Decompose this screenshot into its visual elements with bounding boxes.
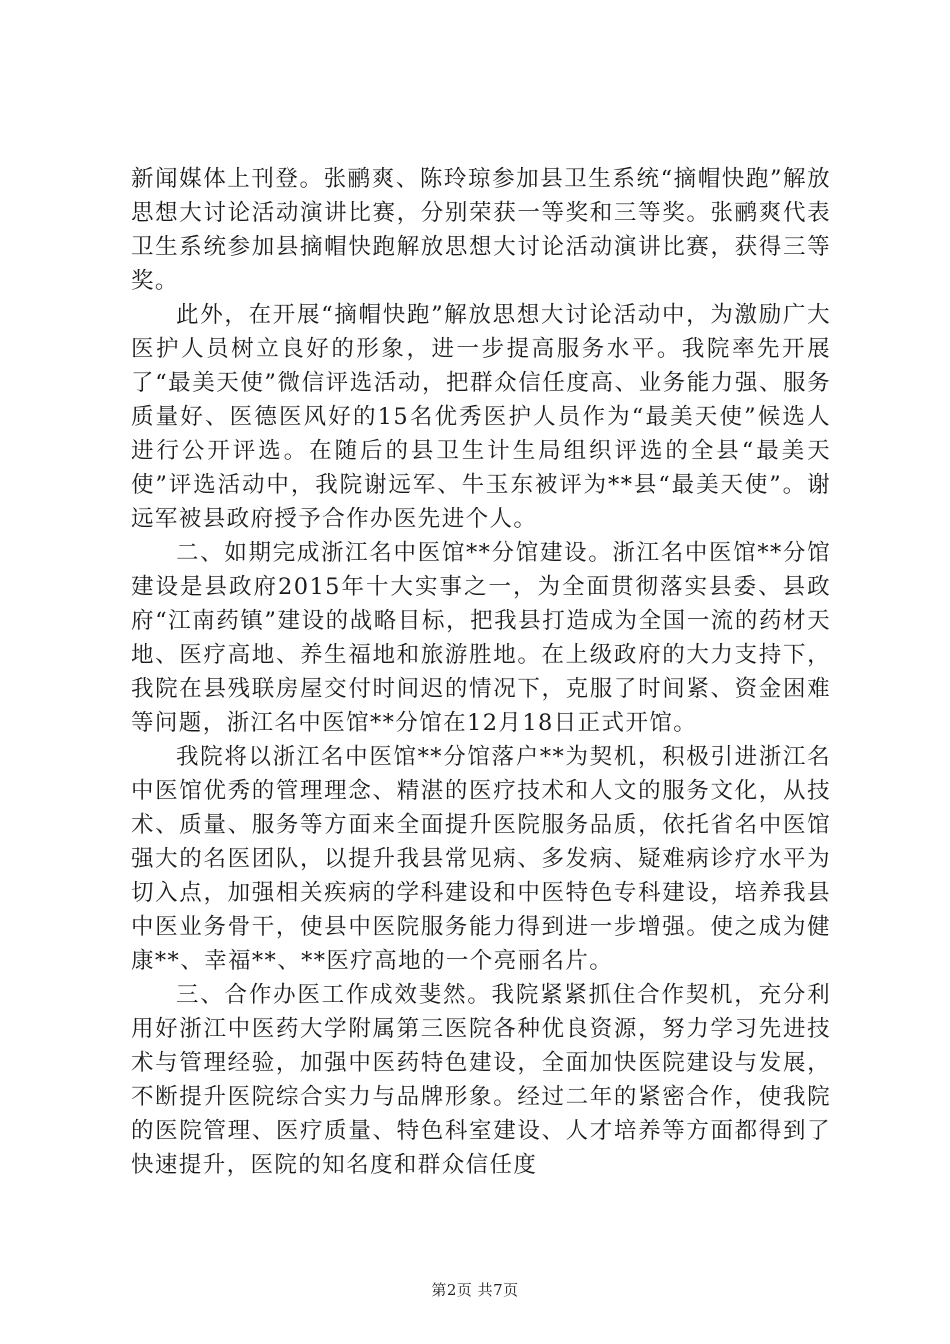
paragraph-best-angel: 此外，在开展“摘帽快跑”解放思想大讨论活动中，为激励广大医护人员树立良好的形象，进一步提高服务水平。我院率先开展了“最美天使”微信评选活动，把群众信任度高、业务能力强、服务质量好、医德医风好的15名优秀医护人员作为“最美天使”候选人进行公开评选。在随后的县卫生计生局组织评选的全县“最美天使”评选活动中，我院谢远军、牛玉东被评为**县“最美天使”。谢远军被县政府授予合作办医先进个人。 [131, 302, 831, 532]
page-number-footer: 第2页 共7页 [431, 1281, 519, 1299]
paragraph-branch-plan: 我院将以浙江名中医馆**分馆落户**为契机，积极引进浙江名中医馆优秀的管理理念、精湛的医疗技术和人文的服务文化，从技术、质量、服务等方面来全面提升医院服务品质，依托省名中医馆强大的名医团队，以提升我县常见病、多发病、疑难病诊疗水平为切入点，加强相关疾病的学科建设和中医特色专科建设，培养我县中医业务骨干，使县中医院服务能力得到进一步增强。使之成为健康**、幸福**、**医疗高地的一个亮丽名片。 [131, 744, 831, 974]
paragraph-section-three: 三、合作办医工作成效斐然。我院紧紧抓住合作契机，充分利用好浙江中医药大学附属第三医院各种优良资源，努力学习先进技术与管理经验，加强中医药特色建设，全面加快医院建设与发展，不断提升医院综合实力与品牌形象。经过二年的紧密合作，使我院的医院管理、医疗质量、特色科室建设、人才培养等方面都得到了快速提升，医院的知名度和群众信任度 [131, 982, 831, 1178]
paragraph-continuation: 新闻媒体上刊登。张鹂爽、陈玲琼参加县卫生系统“摘帽快跑”解放思想大讨论活动演讲比赛，分别荣获一等奖和三等奖。张鹂爽代表卫生系统参加县摘帽快跑解放思想大讨论活动演讲比赛，获得三等奖。 [131, 166, 831, 294]
document-body [131, 162, 831, 1182]
paragraph-section-two: 二、如期完成浙江名中医馆**分馆建设。浙江名中医馆**分馆建设是县政府2015年十大实事之一，为全面贯彻落实县委、县政府“江南药镇”建设的战略目标，把我县打造成为全国一流的药材天地、医疗高地、养生福地和旅游胜地。在上级政府的大力支持下，我院在县残联房屋交付时间迟的情况下，克服了时间紧、资金困难等问题，浙江名中医馆**分馆在12月18日正式开馆。 [131, 540, 831, 736]
